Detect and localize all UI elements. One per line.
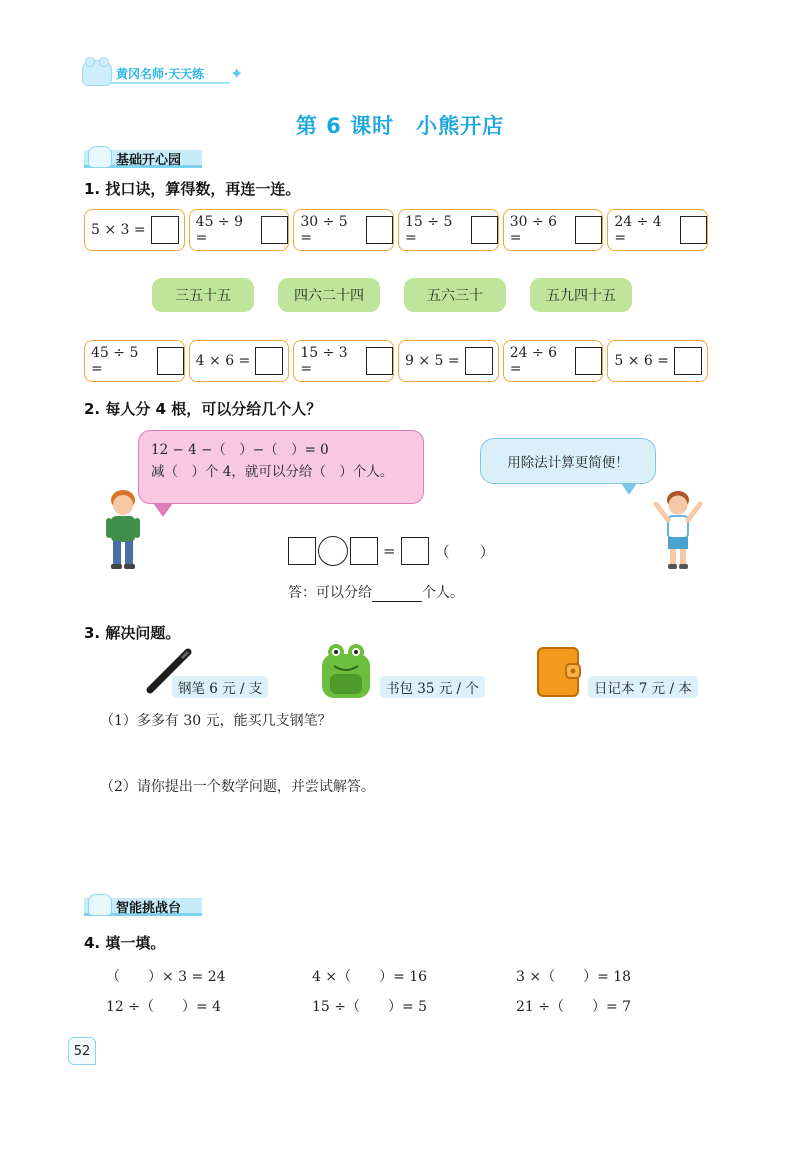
equation-card — [607, 340, 708, 382]
equation-card — [189, 340, 290, 382]
equation-card — [189, 209, 290, 251]
brand-header — [82, 60, 252, 90]
equation-card — [293, 340, 394, 382]
equation-card — [398, 340, 499, 382]
answer-box[interactable] — [674, 347, 702, 375]
equation-text: 5 × 3 = — [91, 222, 146, 238]
section-tag-challenge — [84, 894, 202, 918]
equation-text: 15 ÷ 5 = — [405, 214, 453, 246]
equation-card — [398, 209, 499, 251]
backpack-icon — [314, 640, 378, 700]
bear-icon — [88, 894, 112, 916]
equation-text: 9 × 5 = — [405, 353, 460, 369]
equation-card — [84, 209, 185, 251]
answer-box[interactable] — [350, 537, 378, 565]
sub-question-2: （2）请你提出一个数学问题，并尝试解答。 — [100, 779, 375, 795]
equation-text: 30 ÷ 6 = — [509, 214, 558, 246]
answer-box[interactable] — [401, 537, 429, 565]
answer-box[interactable] — [261, 216, 288, 244]
question-4-title: 4. 填一填。 — [84, 934, 166, 952]
answer-blank[interactable] — [372, 588, 422, 602]
bear-icon — [88, 146, 112, 168]
verse-card[interactable]: 五九四十五 — [530, 278, 632, 312]
operator-circle[interactable] — [318, 536, 348, 566]
equation-text: 30 ÷ 5 = — [300, 214, 348, 246]
answer-line — [288, 582, 464, 602]
equals-sign: = — [383, 542, 396, 560]
answer-box[interactable] — [151, 216, 179, 244]
equation-card — [293, 209, 394, 251]
equation-text: 24 ÷ 6 = — [509, 345, 558, 377]
verse-row — [152, 278, 632, 312]
equation-text: 45 ÷ 9 = — [195, 214, 244, 246]
equation-card — [503, 340, 604, 382]
section-tag-label: 智能挑战台 — [116, 901, 182, 916]
price-tag-pen: 钢笔 6 元 / 支 — [172, 676, 268, 698]
equation-text: 15 ÷ 3 = — [300, 345, 348, 377]
equation-text: 4 × 6 = — [195, 353, 251, 369]
price-tag-backpack: 书包 35 元 / 个 — [380, 676, 485, 698]
brand-underline — [110, 82, 230, 84]
fill-blank-item[interactable]: 3 ×（ ）= 18 — [516, 969, 632, 985]
sub-question-1: （1）多多有 30 元，能买几支钢笔？ — [100, 713, 332, 729]
answer-box[interactable] — [366, 216, 393, 244]
fill-blank-item[interactable]: 12 ÷（ ）= 4 — [106, 999, 222, 1015]
answer-box[interactable] — [575, 216, 602, 244]
page-number: 52 — [68, 1037, 96, 1065]
answer-suffix: 个人。 — [422, 585, 464, 601]
verse-card[interactable]: 五六三十 — [404, 278, 506, 312]
question-2-title: 2. 每人分 4 根，可以分给几个人？ — [84, 400, 322, 418]
bubble-line: 减（ ）个 4，就可以分给（ ）个人。 — [151, 464, 394, 480]
bubble-text: 用除法计算更简便！ — [507, 455, 629, 471]
section-tag-label: 基础开心园 — [116, 153, 182, 168]
bubble-tail — [153, 503, 173, 517]
equation-card — [503, 209, 604, 251]
page-title: 第 6 课时 小熊开店 — [295, 114, 505, 138]
answer-box[interactable] — [366, 347, 393, 375]
division-expression — [288, 535, 495, 567]
equation-row-top — [84, 209, 708, 251]
notebook-icon — [536, 646, 582, 698]
answer-box[interactable] — [471, 216, 498, 244]
bear-icon — [82, 60, 112, 86]
bubble-tail — [621, 483, 637, 495]
boy-right-icon — [652, 488, 704, 572]
fill-blank-item[interactable]: 15 ÷（ ）= 5 — [312, 999, 428, 1015]
verse-card[interactable]: 四六二十四 — [278, 278, 380, 312]
speech-bubble-right — [480, 438, 656, 484]
boy-left-icon — [100, 486, 146, 572]
equation-card — [607, 209, 708, 251]
fill-blank-item[interactable]: 4 ×（ ）= 16 — [312, 969, 428, 985]
answer-box[interactable] — [288, 537, 316, 565]
star-icon: ✦ — [230, 64, 244, 83]
bubble-line: 12 − 4 −（ ）−（ ）= 0 — [151, 442, 329, 458]
equation-row-bottom — [84, 340, 708, 382]
unit-blank[interactable]: （ ） — [434, 542, 495, 561]
answer-prefix: 答：可以分给 — [288, 585, 372, 601]
answer-box[interactable] — [157, 347, 184, 375]
question-3-title: 3. 解决问题。 — [84, 624, 181, 642]
answer-box[interactable] — [680, 216, 707, 244]
equation-text: 24 ÷ 4 = — [614, 214, 662, 246]
fill-blank-item[interactable]: 21 ÷（ ）= 7 — [516, 999, 632, 1015]
brand-text: 黄冈名师·天天练 — [116, 67, 205, 81]
question-1-title: 1. 找口诀，算得数，再连一连。 — [84, 180, 301, 198]
fill-blank-item[interactable]: （ ）× 3 = 24 — [106, 969, 226, 985]
speech-bubble-left — [138, 430, 424, 504]
answer-box[interactable] — [465, 347, 493, 375]
answer-box[interactable] — [255, 347, 283, 375]
equation-text: 5 × 6 = — [614, 353, 669, 369]
section-tag-basic — [84, 146, 202, 170]
verse-card[interactable]: 三五十五 — [152, 278, 254, 312]
equation-card — [84, 340, 185, 382]
answer-box[interactable] — [575, 347, 602, 375]
equation-text: 45 ÷ 5 = — [91, 345, 139, 377]
price-tag-notebook: 日记本 7 元 / 本 — [588, 676, 698, 698]
